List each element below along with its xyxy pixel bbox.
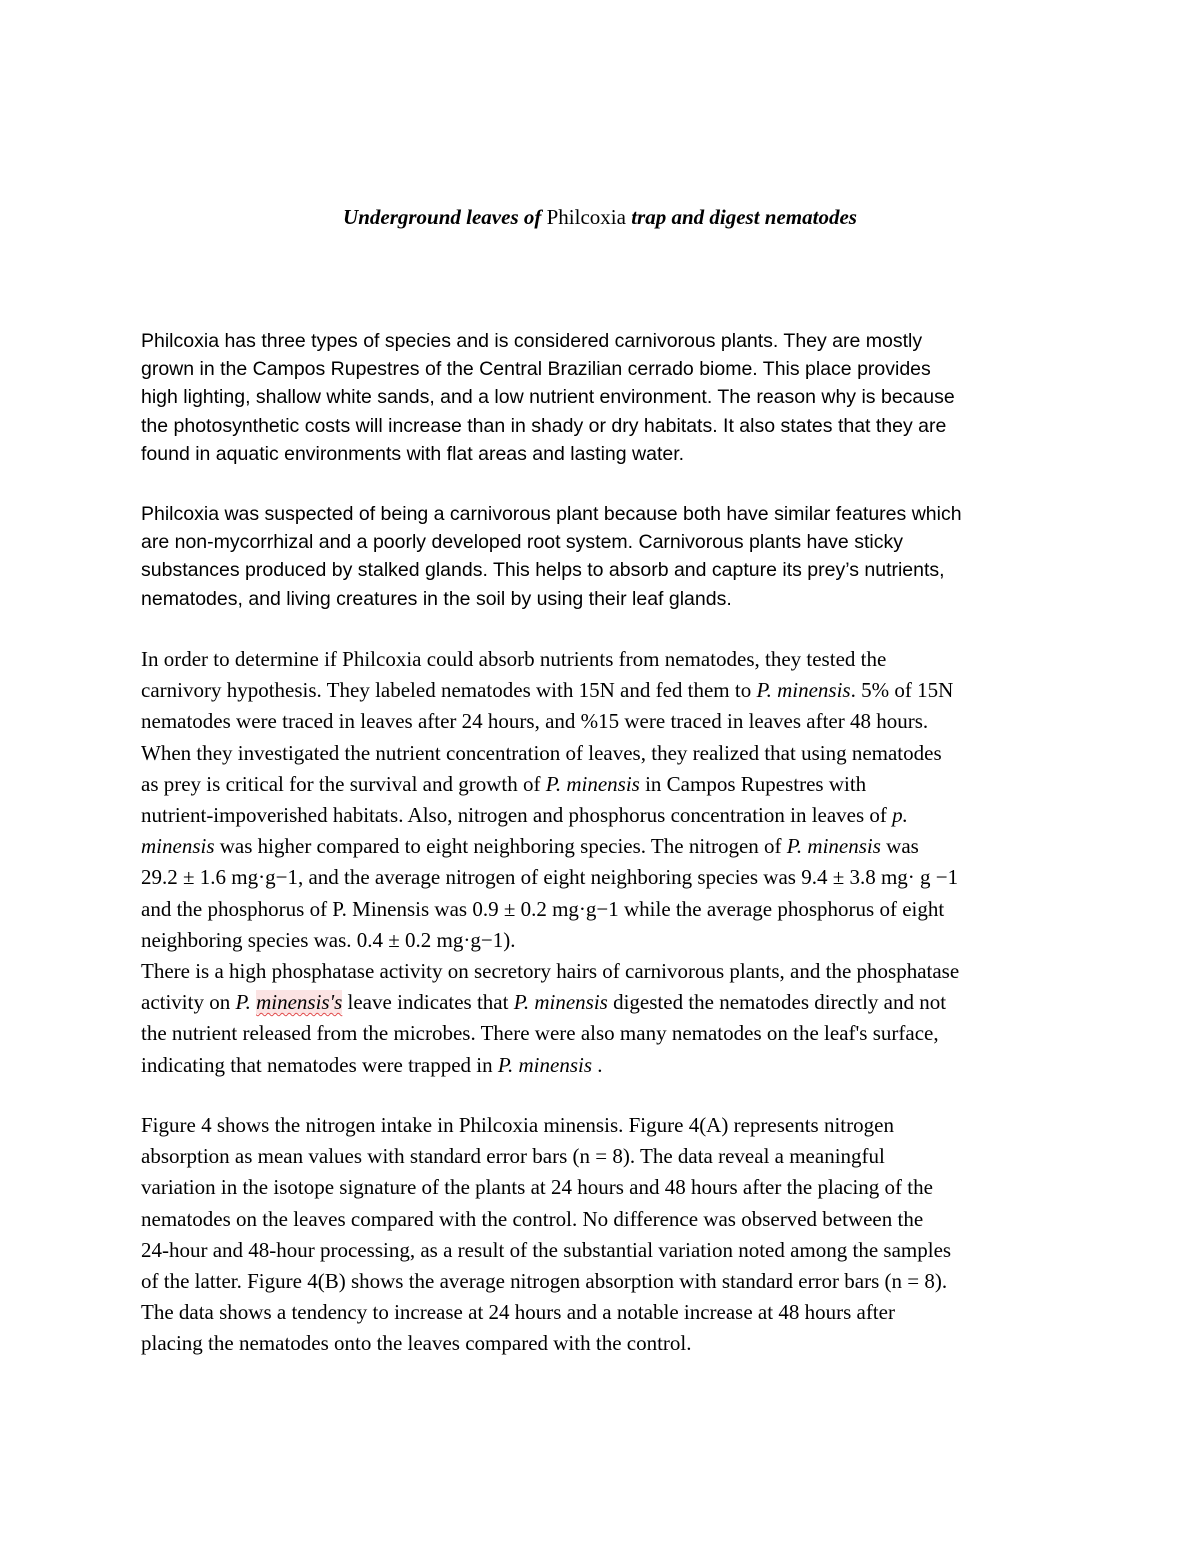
text-run: in Campos Rupestres with <box>639 771 867 796</box>
paragraph-2-line: are non-mycorrhizal and a poorly developed root system. Carnivorous plants have sticky <box>141 531 903 554</box>
title-part-3: trap and digest nematodes <box>625 205 857 229</box>
species-name: P. minensis <box>786 834 881 859</box>
text-run: activity on <box>141 990 236 1015</box>
paragraph-3-line <box>141 769 1081 800</box>
paragraph-1-line: the photosynthetic costs will increase than in shady or dry habitats. It also states that they are <box>141 414 947 437</box>
paragraph-2 <box>141 500 1071 613</box>
text-run: carnivory hypothesis. They labeled nematodes with 15N and fed them to <box>141 678 757 703</box>
paragraph-2-line: Philcoxia was suspected of being a carnivorous plant because both have similar features which <box>141 503 962 525</box>
paragraph-3-line: When they investigated the nutrient concentration of leaves, they realized that using nematodes <box>141 740 942 765</box>
species-name: P. minensis <box>545 771 640 796</box>
text-run: . <box>592 1052 603 1077</box>
paragraph-3-line: and the phosphorus of P. Minensis was 0.9 ± 0.2 mg·g−1 while the average phosphorus of eight <box>141 896 945 921</box>
paragraph-3-line: nematodes were traced in leaves after 24 hours, and %15 were traced in leaves after 48 hours. <box>141 709 929 734</box>
paragraph-3-line <box>141 675 1081 706</box>
paragraph-3-line: the nutrient released from the microbes. There were also many nematodes on the leaf's surface, <box>141 1021 939 1046</box>
paragraph-3-line <box>141 987 1081 1018</box>
paragraph-4 <box>141 1110 1081 1360</box>
text-run: digested the nematodes directly and not <box>607 990 947 1015</box>
paragraph-1 <box>141 327 1071 468</box>
paragraph-3-line: In order to determine if Philcoxia could absorb nutrients from nematodes, they tested the <box>141 647 887 671</box>
text-run: . 5% of 15N <box>850 678 954 703</box>
text-run: nutrient-impoverished habitats. Also, nitrogen and phosphorus concentration in leaves of <box>141 803 893 828</box>
paragraph-3-line <box>141 831 1081 862</box>
text-run: was <box>880 834 919 859</box>
paragraph-1-line: found in aquatic environments with flat areas and lasting water. <box>141 442 685 465</box>
paragraph-3-line: 29.2 ± 1.6 mg·g−1, and the average nitrogen of eight neighboring species was 9.4 ± 3.8 mg· g −1 <box>141 865 959 890</box>
text-run: was higher compared to eight neighboring species. The nitrogen of <box>214 834 787 859</box>
species-name: minensis <box>141 834 215 859</box>
text-run: as prey is critical for the survival and growth of <box>141 771 546 796</box>
spellcheck-flagged-word[interactable]: minensis's <box>256 990 343 1015</box>
paragraph-1-line: grown in the Campos Rupestres of the Central Brazilian cerrado biome. This place provides <box>141 358 931 381</box>
paragraph-4-line: The data shows a tendency to increase at 24 hours and a notable increase at 48 hours after <box>141 1300 895 1325</box>
paragraph-4-line: nematodes on the leaves compared with the control. No difference was observed between the <box>141 1206 924 1231</box>
paragraph-4-line: absorption as mean values with standard error bars (n = 8). The data reveal a meaningful <box>141 1144 885 1169</box>
paragraph-2-line: nematodes, and living creatures in the soil by using their leaf glands. <box>141 587 732 610</box>
paragraph-2-line: substances produced by stalked glands. This helps to absorb and capture its prey’s nutrients, <box>141 559 945 582</box>
paragraph-4-line: placing the nematodes onto the leaves compared with the control. <box>141 1331 692 1356</box>
text-run: indicating that nematodes were trapped in <box>141 1052 498 1077</box>
species-name: P. <box>235 990 257 1015</box>
paragraph-3-line <box>141 1050 1081 1081</box>
text-run: leave indicates that <box>342 990 514 1015</box>
paragraph-4-line: Figure 4 shows the nitrogen intake in Philcoxia minensis. Figure 4(A) represents nitrogen <box>141 1113 894 1137</box>
species-name: P. minensis <box>513 990 608 1015</box>
title-part-2: Philcoxia <box>546 205 626 229</box>
document-title <box>0 203 1200 231</box>
species-name: P. minensis <box>497 1052 593 1077</box>
paragraph-3 <box>141 644 1081 1081</box>
paragraph-3-line: There is a high phosphatase activity on secretory hairs of carnivorous plants, and the phosphatase <box>141 959 960 984</box>
species-name: p. <box>892 803 908 828</box>
species-name: P. minensis <box>756 678 851 703</box>
paragraph-3-line: neighboring species was. 0.4 ± 0.2 mg·g−1). <box>141 927 516 952</box>
paragraph-4-line: of the latter. Figure 4(B) shows the average nitrogen absorption with standard error bars (n = 8). <box>141 1269 948 1294</box>
paragraph-1-line: high lighting, shallow white sands, and a low nutrient environment. The reason why is because <box>141 386 955 409</box>
title-part-1: Underground leaves of <box>343 205 547 229</box>
paragraph-1-line: Philcoxia has three types of species and is considered carnivorous plants. They are mostly <box>141 330 923 352</box>
paragraph-3-line <box>141 800 1081 831</box>
paragraph-4-line: 24-hour and 48-hour processing, as a result of the substantial variation noted among the samples <box>141 1237 952 1262</box>
paragraph-4-line: variation in the isotope signature of the plants at 24 hours and 48 hours after the placing of the <box>141 1175 933 1200</box>
